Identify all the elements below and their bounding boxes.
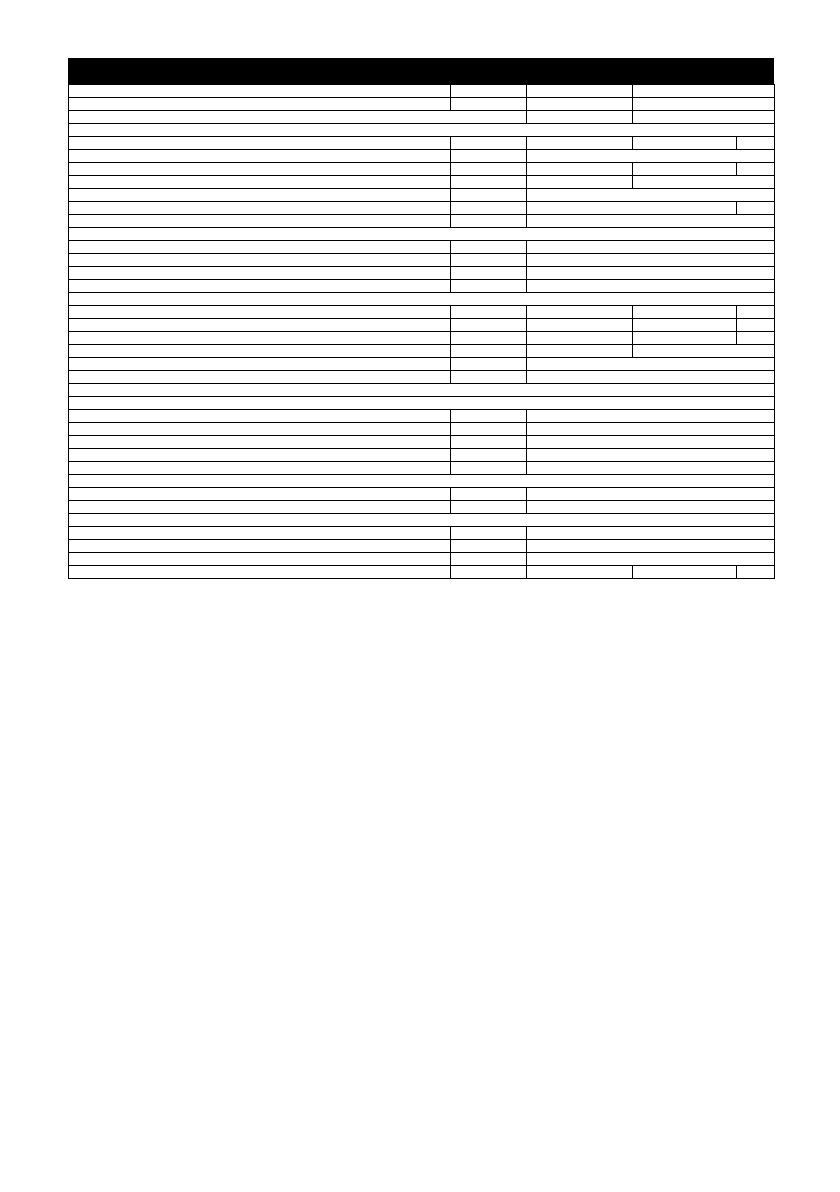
cell-col3 xyxy=(527,332,633,345)
cell-col2 xyxy=(451,306,527,319)
cell-col5 xyxy=(737,566,775,579)
cell-label xyxy=(69,150,451,163)
cell-label xyxy=(69,332,451,345)
cell-col2 xyxy=(451,410,527,423)
cell-col2 xyxy=(451,137,527,150)
cell-col4 xyxy=(633,306,737,319)
cell-fullwidth xyxy=(69,293,775,306)
cell-fullwidth xyxy=(69,124,775,137)
cell-col2 xyxy=(451,202,527,215)
cell-col5 xyxy=(737,306,775,319)
cell-col4 xyxy=(633,176,775,189)
table-row xyxy=(69,254,775,267)
cell-label xyxy=(69,527,451,540)
cell-col2 xyxy=(451,423,527,436)
cell-merged-right xyxy=(527,241,775,254)
cell-label xyxy=(69,436,451,449)
cell-merged-right xyxy=(527,462,775,475)
table-row xyxy=(69,475,775,488)
table-row xyxy=(69,306,775,319)
cell-col3 xyxy=(527,202,737,215)
table-row xyxy=(69,124,775,137)
table-row xyxy=(69,501,775,514)
document-title-bar xyxy=(68,58,774,84)
table-row xyxy=(69,527,775,540)
cell-label xyxy=(69,371,451,384)
cell-col3 xyxy=(527,111,633,124)
table-row xyxy=(69,566,775,579)
table-row xyxy=(69,267,775,280)
cell-col5 xyxy=(737,319,775,332)
cell-col2 xyxy=(451,449,527,462)
cell-col2 xyxy=(451,553,527,566)
cell-col2 xyxy=(451,215,527,228)
cell-col2 xyxy=(451,163,527,176)
cell-label xyxy=(69,98,451,111)
cell-col3 xyxy=(527,137,633,150)
table-row xyxy=(69,293,775,306)
table-row xyxy=(69,384,775,397)
table-row xyxy=(69,397,775,410)
cell-merged-right xyxy=(527,358,775,371)
cell-label xyxy=(69,137,451,150)
cell-label xyxy=(69,449,451,462)
cell-col5 xyxy=(737,137,775,150)
cell-label xyxy=(69,215,451,228)
table-row xyxy=(69,215,775,228)
cell-label xyxy=(69,501,451,514)
table-row xyxy=(69,332,775,345)
cell-label xyxy=(69,267,451,280)
cell-col2 xyxy=(451,189,527,202)
table-row xyxy=(69,176,775,189)
cell-col2 xyxy=(451,358,527,371)
cell-col3 xyxy=(527,85,633,98)
cell-fullwidth xyxy=(69,475,775,488)
cell-col2 xyxy=(451,371,527,384)
cell-merged-right xyxy=(527,501,775,514)
table-row xyxy=(69,202,775,215)
cell-col2 xyxy=(451,267,527,280)
table-row xyxy=(69,85,775,98)
table-row xyxy=(69,540,775,553)
cell-col5 xyxy=(737,163,775,176)
cell-label xyxy=(69,85,451,98)
cell-col2 xyxy=(451,345,527,358)
cell-label xyxy=(69,280,451,293)
cell-merged-right xyxy=(527,423,775,436)
table-row xyxy=(69,371,775,384)
cell-merged-right xyxy=(527,488,775,501)
cell-col2 xyxy=(451,98,527,111)
table-row xyxy=(69,241,775,254)
cell-merged-right xyxy=(527,436,775,449)
cell-label xyxy=(69,488,451,501)
spec-table-container xyxy=(68,58,774,579)
cell-col2 xyxy=(451,241,527,254)
cell-fullwidth xyxy=(69,228,775,241)
cell-col4 xyxy=(633,332,737,345)
cell-merged-right xyxy=(527,553,775,566)
cell-label xyxy=(69,163,451,176)
table-row xyxy=(69,410,775,423)
cell-col4 xyxy=(633,566,737,579)
table-row xyxy=(69,98,775,111)
cell-label xyxy=(69,540,451,553)
cell-label xyxy=(69,111,527,124)
cell-merged-right xyxy=(527,410,775,423)
table-row xyxy=(69,319,775,332)
cell-col2 xyxy=(451,566,527,579)
specification-table xyxy=(68,84,775,579)
table-row xyxy=(69,150,775,163)
cell-merged-right xyxy=(527,527,775,540)
cell-label xyxy=(69,423,451,436)
cell-label xyxy=(69,202,451,215)
table-row xyxy=(69,137,775,150)
cell-label xyxy=(69,176,451,189)
table-row xyxy=(69,358,775,371)
cell-col2 xyxy=(451,332,527,345)
cell-label xyxy=(69,306,451,319)
cell-fullwidth xyxy=(69,514,775,527)
table-row xyxy=(69,449,775,462)
table-row xyxy=(69,163,775,176)
table-row xyxy=(69,423,775,436)
table-row xyxy=(69,345,775,358)
cell-merged-right xyxy=(527,280,775,293)
cell-col5 xyxy=(737,332,775,345)
table-row xyxy=(69,514,775,527)
cell-col4 xyxy=(633,319,737,332)
cell-col2 xyxy=(451,501,527,514)
cell-col2 xyxy=(451,540,527,553)
cell-label xyxy=(69,358,451,371)
cell-col4 xyxy=(633,163,737,176)
table-row xyxy=(69,553,775,566)
table-row xyxy=(69,280,775,293)
table-row xyxy=(69,462,775,475)
cell-merged-right xyxy=(527,540,775,553)
cell-fullwidth xyxy=(69,384,775,397)
cell-col3 xyxy=(527,163,633,176)
cell-col4 xyxy=(633,111,775,124)
cell-col4 xyxy=(633,85,775,98)
cell-col2 xyxy=(451,280,527,293)
cell-col5 xyxy=(737,202,775,215)
cell-merged-right xyxy=(527,267,775,280)
cell-merged-right xyxy=(527,371,775,384)
cell-col2 xyxy=(451,436,527,449)
cell-label xyxy=(69,462,451,475)
cell-col3 xyxy=(527,176,633,189)
cell-label xyxy=(69,410,451,423)
cell-col2 xyxy=(451,176,527,189)
cell-label xyxy=(69,254,451,267)
table-row xyxy=(69,111,775,124)
cell-col4 xyxy=(633,98,775,111)
cell-label xyxy=(69,189,451,202)
cell-merged-right xyxy=(527,189,775,202)
table-row xyxy=(69,189,775,202)
cell-merged-right xyxy=(527,150,775,163)
cell-col3 xyxy=(527,566,633,579)
cell-col2 xyxy=(451,488,527,501)
cell-col2 xyxy=(451,462,527,475)
cell-label xyxy=(69,319,451,332)
cell-col3 xyxy=(527,319,633,332)
cell-label xyxy=(69,553,451,566)
cell-label xyxy=(69,566,451,579)
cell-col2 xyxy=(451,150,527,163)
cell-col3 xyxy=(527,306,633,319)
cell-col2 xyxy=(451,319,527,332)
cell-col3 xyxy=(527,345,633,358)
cell-fullwidth xyxy=(69,397,775,410)
cell-label xyxy=(69,241,451,254)
cell-merged-right xyxy=(527,254,775,267)
cell-col2 xyxy=(451,85,527,98)
table-row xyxy=(69,228,775,241)
cell-label xyxy=(69,345,451,358)
cell-merged-right xyxy=(527,215,775,228)
table-row xyxy=(69,488,775,501)
cell-col3 xyxy=(527,98,633,111)
cell-col4 xyxy=(633,345,775,358)
cell-col2 xyxy=(451,254,527,267)
cell-merged-right xyxy=(527,449,775,462)
table-row xyxy=(69,436,775,449)
cell-col4 xyxy=(633,137,737,150)
cell-col2 xyxy=(451,527,527,540)
